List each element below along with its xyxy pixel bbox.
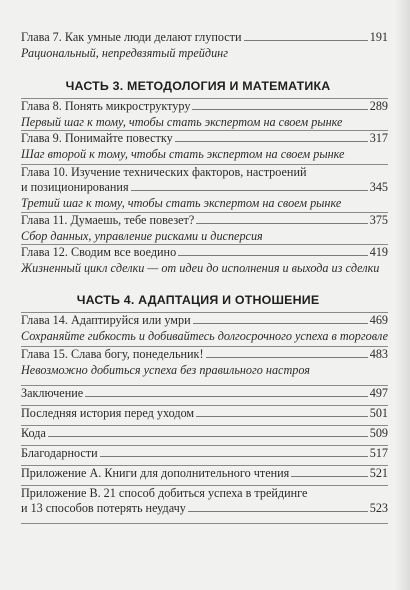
leader-line (175, 141, 368, 142)
toc-row (21, 131, 388, 146)
leader-line (100, 456, 368, 457)
toc-row (21, 446, 388, 461)
toc-entry-appendix-b (21, 486, 388, 516)
leader-line (291, 476, 367, 477)
toc-entry-ch9 (21, 131, 388, 162)
toc-row (21, 386, 388, 401)
section-title-line: и 13 способов потерять неудачу (21, 501, 186, 515)
chapter-title-line: и позиционирования (21, 180, 129, 194)
toc-row (21, 313, 388, 328)
chapter-subtitle: Первый шаг к тому, чтобы стать экспертом на своем рынке (21, 115, 343, 129)
toc-row (21, 426, 388, 441)
toc-row (21, 466, 388, 481)
page-number: 345 (369, 180, 388, 194)
page-number: 523 (369, 501, 388, 515)
toc-entry-ch8 (21, 99, 388, 130)
page-number: 483 (369, 347, 388, 361)
toc-row (21, 245, 388, 260)
page-number: 289 (369, 99, 388, 113)
chapter-title-line: Глава 10. Изучение технических факторов, настроений (21, 165, 307, 179)
toc-row (21, 213, 388, 228)
page-number: 419 (369, 245, 388, 259)
chapter-title: Глава 12. Сводим все воедино (21, 245, 177, 259)
leader-line (206, 357, 368, 358)
leader-line (178, 255, 368, 256)
page-number: 375 (369, 213, 388, 227)
toc-entry-last-story (21, 406, 388, 421)
toc-entry-conclusion (21, 386, 388, 401)
chapter-title: Глава 8. Понять микроструктуру (21, 99, 191, 113)
page-gutter-shadow (396, 0, 410, 590)
page-number: 469 (369, 313, 388, 327)
chapter-subtitle: Шаг второй к тому, чтобы стать экспертом на своем рынке (21, 147, 345, 161)
leader-line (196, 223, 367, 224)
leader-line (244, 40, 368, 41)
toc-row (21, 347, 388, 362)
section-title: Благодарности (21, 446, 98, 460)
chapter-title: Глава 14. Адаптируйся или умри (21, 313, 191, 327)
section-title: Заключение (21, 386, 84, 400)
page-number: 509 (369, 426, 388, 440)
toc-entry-ch11 (21, 213, 388, 244)
chapter-subtitle: Рациональный, непредвзятый трейдинг (21, 46, 228, 60)
page-number: 501 (369, 406, 388, 420)
chapter-title: Глава 15. Слава богу, понедельник! (21, 347, 204, 361)
leader-line (193, 323, 368, 324)
chapter-subtitle: Жизненный цикл сделки — от идеи до исполнения и выхода из сделки (21, 261, 380, 275)
toc-entry-ch14 (21, 313, 388, 344)
section-title: Приложение А. Книги для дополнительного чтения (21, 466, 290, 480)
chapter-subtitle: Сбор данных, управление рисками и дисперсия (21, 229, 263, 243)
page-number: 521 (369, 466, 388, 480)
part-heading-4: ЧАСТЬ 4. АДАПТАЦИЯ И ОТНОШЕНИЕ (76, 293, 320, 307)
chapter-title: Глава 11. Думаешь, тебе повезет? (21, 213, 195, 227)
chapter-title: Глава 7. Как умные люди делают глупости (21, 30, 242, 44)
chapter-subtitle: Невозможно добиться успеха без правильного настроя (21, 363, 310, 377)
toc-row (21, 406, 388, 421)
toc-entry-appendix-a (21, 466, 388, 481)
toc-row (21, 180, 388, 195)
chapter-subtitle: Сохраняйте гибкость и добивайтесь долгосрочного успеха в торговле (21, 329, 389, 343)
section-title: Последняя история перед уходом (21, 406, 195, 420)
toc-entry-ch12 (21, 245, 388, 276)
chapter-subtitle: Третий шаг к тому, чтобы стать экспертом на своем рынке (21, 196, 342, 210)
toc-row (21, 501, 388, 516)
leader-line (85, 396, 368, 397)
toc-entry-thanks (21, 446, 388, 461)
section-title-line: Приложение В. 21 способ добиться успеха в трейдинге (21, 486, 308, 500)
section-title: Кода (21, 426, 46, 440)
page-number: 517 (369, 446, 388, 460)
leader-line (192, 109, 367, 110)
part-heading-3: ЧАСТЬ 3. МЕТОДОЛОГИЯ И МАТЕМАТИКА (65, 79, 331, 93)
page-number: 317 (369, 131, 388, 145)
toc-entry-ch10 (21, 165, 388, 211)
toc-entry-coda (21, 426, 388, 441)
chapter-title: Глава 9. Понимайте повестку (21, 131, 173, 145)
toc-row (21, 99, 388, 114)
toc-entry-ch15 (21, 347, 388, 378)
leader-line (48, 436, 368, 437)
toc-entry-ch7 (21, 30, 388, 61)
page-number: 497 (369, 386, 388, 400)
leader-line (188, 511, 368, 512)
leader-line (196, 416, 368, 417)
divider (21, 523, 388, 524)
leader-line (131, 190, 368, 191)
page-number: 191 (369, 30, 388, 44)
toc-row (21, 30, 388, 45)
